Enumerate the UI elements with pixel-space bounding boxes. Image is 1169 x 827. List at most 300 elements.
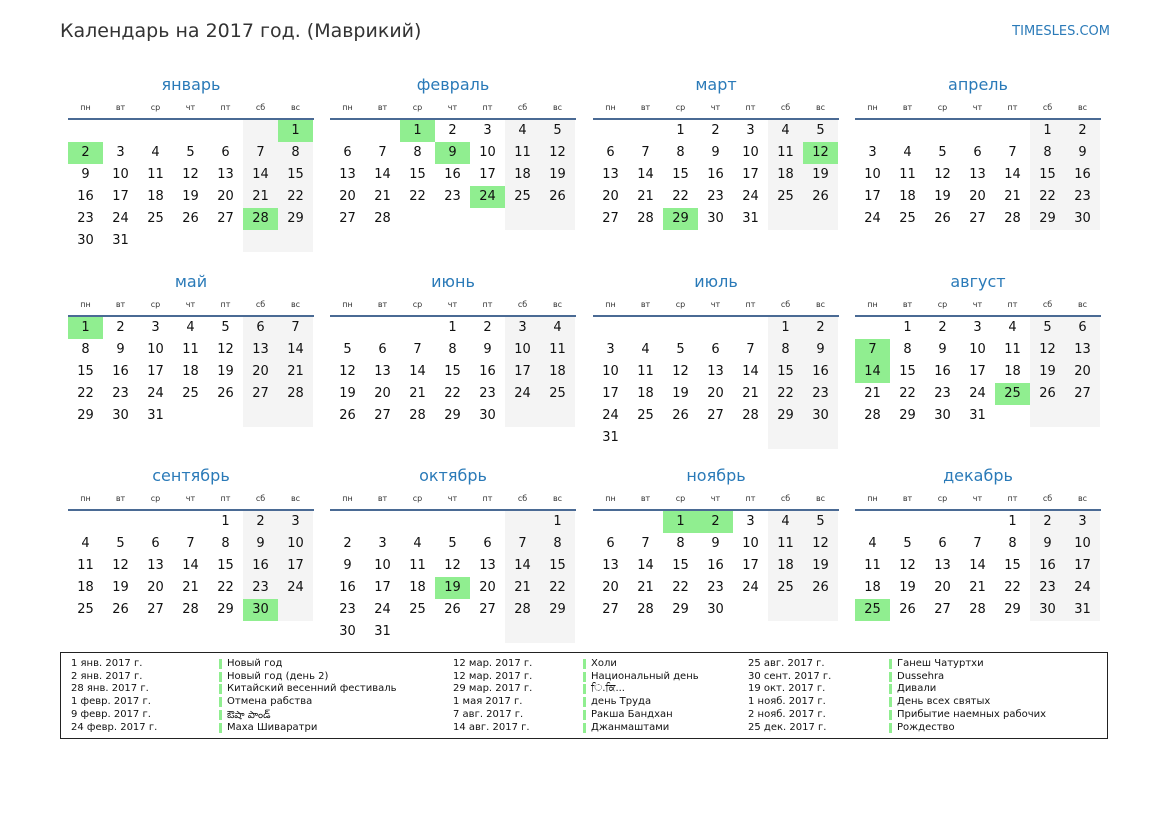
day-cell[interactable]: 4 <box>553 320 562 335</box>
day-cell[interactable]: 22 <box>549 580 566 595</box>
day-cell[interactable]: 20 <box>252 364 269 379</box>
day-cell[interactable]: 17 <box>147 364 164 379</box>
day-cell[interactable]: 23 <box>812 386 829 401</box>
day-cell[interactable]: 14 <box>514 558 531 573</box>
day-cell[interactable]: 10 <box>969 342 986 357</box>
site-link[interactable]: TIMESLES.COM <box>1012 24 1110 39</box>
day-cell[interactable]: 31 <box>112 233 129 248</box>
day-cell[interactable]: 27 <box>934 602 951 617</box>
day-cell[interactable]: 20 <box>602 580 619 595</box>
day-cell[interactable]: 31 <box>969 408 986 423</box>
day-cell[interactable]: 25 <box>777 580 794 595</box>
day-cell[interactable]: 20 <box>969 189 986 204</box>
day-cell[interactable]: 1 <box>676 123 685 138</box>
day-cell[interactable]: 2 <box>483 320 492 335</box>
day-cell[interactable]: 13 <box>339 167 356 182</box>
day-cell[interactable]: 6 <box>938 536 947 551</box>
day-cell[interactable]: 27 <box>217 211 234 226</box>
holiday-day-cell[interactable]: 14 <box>855 361 890 383</box>
day-cell[interactable]: 26 <box>444 602 461 617</box>
day-cell[interactable]: 13 <box>374 364 391 379</box>
day-cell[interactable]: 19 <box>217 364 234 379</box>
day-cell[interactable]: 25 <box>77 602 94 617</box>
day-cell[interactable]: 15 <box>672 558 689 573</box>
day-cell[interactable]: 16 <box>339 580 356 595</box>
day-cell[interactable]: 8 <box>291 145 300 160</box>
day-cell[interactable]: 5 <box>938 145 947 160</box>
day-cell[interactable]: 31 <box>374 624 391 639</box>
day-cell[interactable]: 26 <box>672 408 689 423</box>
day-cell[interactable]: 20 <box>1074 364 1091 379</box>
day-cell[interactable]: 22 <box>409 189 426 204</box>
day-cell[interactable]: 3 <box>868 145 877 160</box>
day-cell[interactable]: 5 <box>448 536 457 551</box>
day-cell[interactable]: 12 <box>444 558 461 573</box>
day-cell[interactable]: 24 <box>514 386 531 401</box>
day-cell[interactable]: 1 <box>1008 514 1017 529</box>
day-cell[interactable]: 27 <box>339 211 356 226</box>
holiday-day-cell[interactable]: 9 <box>435 142 470 164</box>
day-cell[interactable]: 5 <box>903 536 912 551</box>
day-cell[interactable]: 18 <box>899 189 916 204</box>
holiday-day-cell[interactable]: 2 <box>68 142 103 164</box>
day-cell[interactable]: 16 <box>1039 558 1056 573</box>
day-cell[interactable]: 4 <box>81 536 90 551</box>
day-cell[interactable]: 4 <box>781 514 790 529</box>
day-cell[interactable]: 21 <box>252 189 269 204</box>
day-cell[interactable]: 14 <box>182 558 199 573</box>
day-cell[interactable]: 12 <box>339 364 356 379</box>
holiday-day-cell[interactable]: 1 <box>68 317 103 339</box>
day-cell[interactable]: 24 <box>969 386 986 401</box>
day-cell[interactable]: 10 <box>479 145 496 160</box>
day-cell[interactable]: 7 <box>518 536 527 551</box>
day-cell[interactable]: 12 <box>217 342 234 357</box>
day-cell[interactable]: 29 <box>549 602 566 617</box>
day-cell[interactable]: 1 <box>221 514 230 529</box>
day-cell[interactable]: 24 <box>742 189 759 204</box>
day-cell[interactable]: 27 <box>602 211 619 226</box>
day-cell[interactable]: 20 <box>339 189 356 204</box>
day-cell[interactable]: 14 <box>637 167 654 182</box>
day-cell[interactable]: 3 <box>291 514 300 529</box>
day-cell[interactable]: 29 <box>287 211 304 226</box>
day-cell[interactable]: 31 <box>147 408 164 423</box>
day-cell[interactable]: 7 <box>256 145 265 160</box>
day-cell[interactable]: 14 <box>637 558 654 573</box>
day-cell[interactable]: 12 <box>112 558 129 573</box>
day-cell[interactable]: 15 <box>549 558 566 573</box>
day-cell[interactable]: 9 <box>1043 536 1052 551</box>
day-cell[interactable]: 21 <box>409 386 426 401</box>
day-cell[interactable]: 15 <box>217 558 234 573</box>
day-cell[interactable]: 15 <box>444 364 461 379</box>
day-cell[interactable]: 5 <box>676 342 685 357</box>
day-cell[interactable]: 24 <box>287 580 304 595</box>
day-cell[interactable]: 20 <box>707 386 724 401</box>
day-cell[interactable]: 22 <box>77 386 94 401</box>
day-cell[interactable]: 10 <box>112 167 129 182</box>
day-cell[interactable]: 14 <box>1004 167 1021 182</box>
day-cell[interactable]: 13 <box>602 558 619 573</box>
day-cell[interactable]: 11 <box>864 558 881 573</box>
holiday-day-cell[interactable]: 28 <box>243 208 278 230</box>
day-cell[interactable]: 24 <box>112 211 129 226</box>
day-cell[interactable]: 7 <box>413 342 422 357</box>
day-cell[interactable]: 17 <box>1074 558 1091 573</box>
day-cell[interactable]: 6 <box>711 342 720 357</box>
day-cell[interactable]: 2 <box>816 320 825 335</box>
holiday-day-cell[interactable]: 2 <box>698 511 733 533</box>
day-cell[interactable]: 2 <box>256 514 265 529</box>
day-cell[interactable]: 13 <box>217 167 234 182</box>
day-cell[interactable]: 3 <box>1078 514 1087 529</box>
day-cell[interactable]: 16 <box>707 558 724 573</box>
day-cell[interactable]: 21 <box>864 386 881 401</box>
day-cell[interactable]: 21 <box>1004 189 1021 204</box>
day-cell[interactable]: 28 <box>182 602 199 617</box>
day-cell[interactable]: 14 <box>969 558 986 573</box>
day-cell[interactable]: 5 <box>116 536 125 551</box>
day-cell[interactable]: 18 <box>637 386 654 401</box>
day-cell[interactable]: 26 <box>1039 386 1056 401</box>
day-cell[interactable]: 11 <box>1004 342 1021 357</box>
day-cell[interactable]: 3 <box>606 342 615 357</box>
day-cell[interactable]: 8 <box>903 342 912 357</box>
day-cell[interactable]: 25 <box>899 211 916 226</box>
day-cell[interactable]: 16 <box>812 364 829 379</box>
holiday-day-cell[interactable]: 25 <box>995 383 1030 405</box>
day-cell[interactable]: 6 <box>973 145 982 160</box>
day-cell[interactable]: 15 <box>672 167 689 182</box>
day-cell[interactable]: 3 <box>746 123 755 138</box>
day-cell[interactable]: 17 <box>287 558 304 573</box>
day-cell[interactable]: 15 <box>1004 558 1021 573</box>
day-cell[interactable]: 4 <box>151 145 160 160</box>
day-cell[interactable]: 3 <box>378 536 387 551</box>
day-cell[interactable]: 24 <box>1074 580 1091 595</box>
day-cell[interactable]: 9 <box>256 536 265 551</box>
day-cell[interactable]: 8 <box>81 342 90 357</box>
day-cell[interactable]: 1 <box>781 320 790 335</box>
day-cell[interactable]: 5 <box>816 123 825 138</box>
day-cell[interactable]: 18 <box>864 580 881 595</box>
day-cell[interactable]: 9 <box>483 342 492 357</box>
holiday-day-cell[interactable]: 1 <box>400 120 435 142</box>
day-cell[interactable]: 25 <box>637 408 654 423</box>
day-cell[interactable]: 10 <box>864 167 881 182</box>
day-cell[interactable]: 23 <box>707 580 724 595</box>
day-cell[interactable]: 9 <box>938 342 947 357</box>
day-cell[interactable]: 23 <box>252 580 269 595</box>
day-cell[interactable]: 17 <box>742 558 759 573</box>
day-cell[interactable]: 26 <box>112 602 129 617</box>
day-cell[interactable]: 19 <box>812 167 829 182</box>
day-cell[interactable]: 19 <box>899 580 916 595</box>
day-cell[interactable]: 27 <box>252 386 269 401</box>
day-cell[interactable]: 16 <box>444 167 461 182</box>
day-cell[interactable]: 5 <box>816 514 825 529</box>
day-cell[interactable]: 8 <box>553 536 562 551</box>
holiday-day-cell[interactable]: 29 <box>663 208 698 230</box>
day-cell[interactable]: 18 <box>77 580 94 595</box>
day-cell[interactable]: 22 <box>1004 580 1021 595</box>
day-cell[interactable]: 2 <box>938 320 947 335</box>
day-cell[interactable]: 9 <box>711 536 720 551</box>
holiday-day-cell[interactable]: 19 <box>435 577 470 599</box>
day-cell[interactable]: 11 <box>637 364 654 379</box>
day-cell[interactable]: 26 <box>339 408 356 423</box>
day-cell[interactable]: 10 <box>742 145 759 160</box>
day-cell[interactable]: 26 <box>217 386 234 401</box>
day-cell[interactable]: 23 <box>707 189 724 204</box>
day-cell[interactable]: 18 <box>409 580 426 595</box>
day-cell[interactable]: 7 <box>641 536 650 551</box>
day-cell[interactable]: 26 <box>812 189 829 204</box>
day-cell[interactable]: 22 <box>672 189 689 204</box>
holiday-day-cell[interactable]: 24 <box>470 186 505 208</box>
day-cell[interactable]: 30 <box>1039 602 1056 617</box>
day-cell[interactable]: 5 <box>186 145 195 160</box>
day-cell[interactable]: 4 <box>903 145 912 160</box>
day-cell[interactable]: 6 <box>221 145 230 160</box>
day-cell[interactable]: 21 <box>374 189 391 204</box>
day-cell[interactable]: 11 <box>77 558 94 573</box>
day-cell[interactable]: 29 <box>77 408 94 423</box>
day-cell[interactable]: 8 <box>676 536 685 551</box>
day-cell[interactable]: 19 <box>549 167 566 182</box>
day-cell[interactable]: 28 <box>864 408 881 423</box>
day-cell[interactable]: 27 <box>374 408 391 423</box>
day-cell[interactable]: 19 <box>812 558 829 573</box>
day-cell[interactable]: 6 <box>606 145 615 160</box>
day-cell[interactable]: 3 <box>973 320 982 335</box>
day-cell[interactable]: 3 <box>746 514 755 529</box>
day-cell[interactable]: 1 <box>448 320 457 335</box>
day-cell[interactable]: 18 <box>514 167 531 182</box>
day-cell[interactable]: 20 <box>934 580 951 595</box>
day-cell[interactable]: 8 <box>448 342 457 357</box>
day-cell[interactable]: 14 <box>742 364 759 379</box>
day-cell[interactable]: 18 <box>1004 364 1021 379</box>
day-cell[interactable]: 14 <box>252 167 269 182</box>
day-cell[interactable]: 11 <box>777 536 794 551</box>
day-cell[interactable]: 4 <box>781 123 790 138</box>
day-cell[interactable]: 4 <box>413 536 422 551</box>
day-cell[interactable]: 30 <box>707 602 724 617</box>
day-cell[interactable]: 28 <box>514 602 531 617</box>
day-cell[interactable]: 23 <box>112 386 129 401</box>
day-cell[interactable]: 23 <box>444 189 461 204</box>
day-cell[interactable]: 22 <box>777 386 794 401</box>
day-cell[interactable]: 19 <box>1039 364 1056 379</box>
day-cell[interactable]: 1 <box>1043 123 1052 138</box>
day-cell[interactable]: 10 <box>742 536 759 551</box>
day-cell[interactable]: 19 <box>339 386 356 401</box>
day-cell[interactable]: 20 <box>374 386 391 401</box>
day-cell[interactable]: 22 <box>287 189 304 204</box>
day-cell[interactable]: 6 <box>343 145 352 160</box>
day-cell[interactable]: 6 <box>483 536 492 551</box>
day-cell[interactable]: 27 <box>707 408 724 423</box>
day-cell[interactable]: 11 <box>409 558 426 573</box>
day-cell[interactable]: 28 <box>1004 211 1021 226</box>
day-cell[interactable]: 18 <box>182 364 199 379</box>
day-cell[interactable]: 6 <box>256 320 265 335</box>
day-cell[interactable]: 12 <box>549 145 566 160</box>
day-cell[interactable]: 28 <box>287 386 304 401</box>
holiday-day-cell[interactable]: 25 <box>855 599 890 621</box>
day-cell[interactable]: 12 <box>899 558 916 573</box>
day-cell[interactable]: 13 <box>1074 342 1091 357</box>
day-cell[interactable]: 30 <box>479 408 496 423</box>
day-cell[interactable]: 8 <box>1008 536 1017 551</box>
day-cell[interactable]: 24 <box>602 408 619 423</box>
day-cell[interactable]: 4 <box>518 123 527 138</box>
day-cell[interactable]: 29 <box>444 408 461 423</box>
day-cell[interactable]: 3 <box>483 123 492 138</box>
day-cell[interactable]: 17 <box>374 580 391 595</box>
day-cell[interactable]: 23 <box>479 386 496 401</box>
day-cell[interactable]: 25 <box>182 386 199 401</box>
day-cell[interactable]: 13 <box>479 558 496 573</box>
day-cell[interactable]: 7 <box>1008 145 1017 160</box>
day-cell[interactable]: 28 <box>637 602 654 617</box>
day-cell[interactable]: 21 <box>514 580 531 595</box>
day-cell[interactable]: 16 <box>707 167 724 182</box>
day-cell[interactable]: 26 <box>899 602 916 617</box>
day-cell[interactable]: 4 <box>868 536 877 551</box>
day-cell[interactable]: 21 <box>969 580 986 595</box>
day-cell[interactable]: 25 <box>777 189 794 204</box>
day-cell[interactable]: 2 <box>448 123 457 138</box>
day-cell[interactable]: 2 <box>1078 123 1087 138</box>
day-cell[interactable]: 25 <box>549 386 566 401</box>
day-cell[interactable]: 27 <box>602 602 619 617</box>
day-cell[interactable]: 7 <box>973 536 982 551</box>
day-cell[interactable]: 16 <box>934 364 951 379</box>
day-cell[interactable]: 12 <box>182 167 199 182</box>
day-cell[interactable]: 29 <box>217 602 234 617</box>
day-cell[interactable]: 30 <box>112 408 129 423</box>
day-cell[interactable]: 20 <box>602 189 619 204</box>
day-cell[interactable]: 8 <box>676 145 685 160</box>
day-cell[interactable]: 17 <box>602 386 619 401</box>
day-cell[interactable]: 30 <box>1074 211 1091 226</box>
day-cell[interactable]: 11 <box>147 167 164 182</box>
day-cell[interactable]: 13 <box>252 342 269 357</box>
day-cell[interactable]: 7 <box>378 145 387 160</box>
day-cell[interactable]: 30 <box>812 408 829 423</box>
day-cell[interactable]: 15 <box>77 364 94 379</box>
day-cell[interactable]: 18 <box>549 364 566 379</box>
day-cell[interactable]: 30 <box>77 233 94 248</box>
day-cell[interactable]: 16 <box>479 364 496 379</box>
day-cell[interactable]: 28 <box>637 211 654 226</box>
day-cell[interactable]: 26 <box>549 189 566 204</box>
day-cell[interactable]: 21 <box>742 386 759 401</box>
day-cell[interactable]: 15 <box>409 167 426 182</box>
day-cell[interactable]: 30 <box>934 408 951 423</box>
day-cell[interactable]: 5 <box>343 342 352 357</box>
day-cell[interactable]: 17 <box>514 364 531 379</box>
day-cell[interactable]: 17 <box>864 189 881 204</box>
day-cell[interactable]: 22 <box>1039 189 1056 204</box>
day-cell[interactable]: 31 <box>742 211 759 226</box>
day-cell[interactable]: 24 <box>374 602 391 617</box>
day-cell[interactable]: 29 <box>777 408 794 423</box>
day-cell[interactable]: 2 <box>116 320 125 335</box>
day-cell[interactable]: 21 <box>287 364 304 379</box>
day-cell[interactable]: 22 <box>672 580 689 595</box>
day-cell[interactable]: 9 <box>116 342 125 357</box>
day-cell[interactable]: 1 <box>553 514 562 529</box>
day-cell[interactable]: 28 <box>409 408 426 423</box>
day-cell[interactable]: 18 <box>777 167 794 182</box>
day-cell[interactable]: 5 <box>221 320 230 335</box>
holiday-day-cell[interactable]: 1 <box>663 511 698 533</box>
day-cell[interactable]: 7 <box>746 342 755 357</box>
holiday-day-cell[interactable]: 1 <box>278 120 313 142</box>
day-cell[interactable]: 12 <box>672 364 689 379</box>
day-cell[interactable]: 2 <box>343 536 352 551</box>
day-cell[interactable]: 23 <box>77 211 94 226</box>
day-cell[interactable]: 8 <box>221 536 230 551</box>
day-cell[interactable]: 12 <box>812 536 829 551</box>
day-cell[interactable]: 10 <box>602 364 619 379</box>
day-cell[interactable]: 29 <box>1039 211 1056 226</box>
day-cell[interactable]: 13 <box>934 558 951 573</box>
day-cell[interactable]: 21 <box>637 189 654 204</box>
day-cell[interactable]: 11 <box>549 342 566 357</box>
day-cell[interactable]: 9 <box>81 167 90 182</box>
day-cell[interactable]: 15 <box>287 167 304 182</box>
day-cell[interactable]: 13 <box>602 167 619 182</box>
day-cell[interactable]: 30 <box>339 624 356 639</box>
day-cell[interactable]: 21 <box>182 580 199 595</box>
day-cell[interactable]: 26 <box>934 211 951 226</box>
day-cell[interactable]: 27 <box>479 602 496 617</box>
day-cell[interactable]: 18 <box>147 189 164 204</box>
day-cell[interactable]: 16 <box>112 364 129 379</box>
day-cell[interactable]: 10 <box>147 342 164 357</box>
day-cell[interactable]: 9 <box>816 342 825 357</box>
day-cell[interactable]: 16 <box>77 189 94 204</box>
day-cell[interactable]: 9 <box>343 558 352 573</box>
day-cell[interactable]: 27 <box>1074 386 1091 401</box>
day-cell[interactable]: 6 <box>1078 320 1087 335</box>
day-cell[interactable]: 29 <box>899 408 916 423</box>
day-cell[interactable]: 9 <box>1078 145 1087 160</box>
day-cell[interactable]: 23 <box>1074 189 1091 204</box>
day-cell[interactable]: 15 <box>777 364 794 379</box>
day-cell[interactable]: 28 <box>742 408 759 423</box>
day-cell[interactable]: 25 <box>409 602 426 617</box>
day-cell[interactable]: 3 <box>518 320 527 335</box>
day-cell[interactable]: 15 <box>1039 167 1056 182</box>
holiday-day-cell[interactable]: 12 <box>803 142 838 164</box>
day-cell[interactable]: 10 <box>514 342 531 357</box>
day-cell[interactable]: 11 <box>899 167 916 182</box>
day-cell[interactable]: 14 <box>287 342 304 357</box>
day-cell[interactable]: 11 <box>777 145 794 160</box>
day-cell[interactable]: 27 <box>969 211 986 226</box>
day-cell[interactable]: 4 <box>186 320 195 335</box>
day-cell[interactable]: 17 <box>742 167 759 182</box>
day-cell[interactable]: 12 <box>934 167 951 182</box>
day-cell[interactable]: 7 <box>291 320 300 335</box>
holiday-day-cell[interactable]: 30 <box>243 599 278 621</box>
